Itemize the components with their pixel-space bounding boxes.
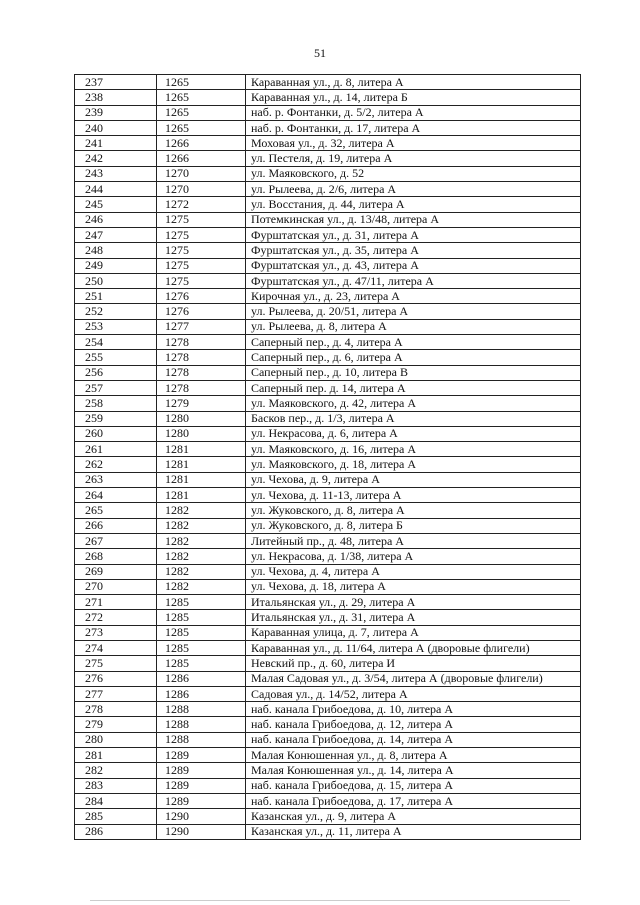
address-cell: ул. Рылеева, д. 2/6, литера А — [246, 182, 581, 197]
address-cell: Саперный пер., д. 10, литера В — [246, 365, 581, 380]
table-row — [75, 579, 581, 594]
row-number-cell: 256 — [75, 365, 157, 380]
block-number-cell: 1281 — [157, 442, 246, 457]
row-number-cell: 262 — [75, 457, 157, 472]
address-cell: Караванная улица, д. 7, литера А — [246, 625, 581, 640]
row-number-cell: 241 — [75, 136, 157, 151]
row-number-cell: 266 — [75, 518, 157, 533]
block-number-cell: 1278 — [157, 380, 246, 395]
address-cell: Потемкинская ул., д. 13/48, литера А — [246, 212, 581, 227]
table-row — [75, 166, 581, 181]
table-row — [75, 748, 581, 763]
block-number-cell: 1277 — [157, 319, 246, 334]
address-cell: Малая Конюшенная ул., д. 14, литера А — [246, 763, 581, 778]
address-cell: Фурштатская ул., д. 43, литера А — [246, 258, 581, 273]
block-number-cell: 1275 — [157, 227, 246, 242]
table-row — [75, 610, 581, 625]
address-cell: ул. Некрасова, д. 1/38, литера А — [246, 549, 581, 564]
block-number-cell: 1266 — [157, 136, 246, 151]
block-number-cell: 1285 — [157, 610, 246, 625]
table-row — [75, 518, 581, 533]
table-row — [75, 243, 581, 258]
block-number-cell: 1285 — [157, 625, 246, 640]
row-number-cell: 264 — [75, 488, 157, 503]
address-cell: наб. канала Грибоедова, д. 17, литера А — [246, 793, 581, 808]
block-number-cell: 1282 — [157, 579, 246, 594]
table-row — [75, 120, 581, 135]
row-number-cell: 249 — [75, 258, 157, 273]
row-number-cell: 285 — [75, 809, 157, 824]
row-number-cell: 253 — [75, 319, 157, 334]
address-cell: ул. Некрасова, д. 6, литера А — [246, 426, 581, 441]
row-number-cell: 277 — [75, 686, 157, 701]
table-row — [75, 212, 581, 227]
table-row — [75, 151, 581, 166]
table-row — [75, 564, 581, 579]
block-number-cell: 1285 — [157, 595, 246, 610]
table-row — [75, 182, 581, 197]
table-row — [75, 686, 581, 701]
address-cell: ул. Чехова, д. 18, литера А — [246, 579, 581, 594]
table-row — [75, 319, 581, 334]
address-cell: Саперный пер., д. 4, литера А — [246, 335, 581, 350]
row-number-cell: 281 — [75, 748, 157, 763]
address-cell: ул. Пестеля, д. 19, литера А — [246, 151, 581, 166]
address-cell: Басков пер., д. 1/3, литера А — [246, 411, 581, 426]
table-row — [75, 105, 581, 120]
address-cell: Невский пр., д. 60, литера И — [246, 656, 581, 671]
row-number-cell: 276 — [75, 671, 157, 686]
address-cell: Кирочная ул., д. 23, литера А — [246, 289, 581, 304]
row-number-cell: 272 — [75, 610, 157, 625]
address-cell: Моховая ул., д. 32, литера А — [246, 136, 581, 151]
block-number-cell: 1289 — [157, 778, 246, 793]
row-number-cell: 286 — [75, 824, 157, 839]
address-cell: ул. Жуковского, д. 8, литера Б — [246, 518, 581, 533]
block-number-cell: 1275 — [157, 212, 246, 227]
address-cell: Фурштатская ул., д. 31, литера А — [246, 227, 581, 242]
row-number-cell: 259 — [75, 411, 157, 426]
page-number: 51 — [314, 46, 326, 60]
table-row — [75, 335, 581, 350]
block-number-cell: 1279 — [157, 396, 246, 411]
block-number-cell: 1278 — [157, 365, 246, 380]
table-body — [75, 75, 581, 840]
block-number-cell: 1286 — [157, 686, 246, 701]
address-cell: Караванная ул., д. 8, литера А — [246, 75, 581, 90]
address-cell: Караванная ул., д. 14, литера Б — [246, 90, 581, 105]
row-number-cell: 280 — [75, 732, 157, 747]
address-cell: ул. Восстания, д. 44, литера А — [246, 197, 581, 212]
row-number-cell: 243 — [75, 166, 157, 181]
row-number-cell: 252 — [75, 304, 157, 319]
table-row — [75, 365, 581, 380]
row-number-cell: 278 — [75, 702, 157, 717]
table-row — [75, 227, 581, 242]
block-number-cell: 1266 — [157, 151, 246, 166]
row-number-cell: 274 — [75, 640, 157, 655]
address-cell: наб. р. Фонтанки, д. 5/2, литера А — [246, 105, 581, 120]
block-number-cell: 1289 — [157, 748, 246, 763]
address-cell: ул. Маяковского, д. 52 — [246, 166, 581, 181]
address-cell: ул. Маяковского, д. 42, литера А — [246, 396, 581, 411]
table-row — [75, 640, 581, 655]
block-number-cell: 1275 — [157, 258, 246, 273]
block-number-cell: 1270 — [157, 182, 246, 197]
address-cell: ул. Чехова, д. 4, литера А — [246, 564, 581, 579]
table-row — [75, 426, 581, 441]
row-number-cell: 260 — [75, 426, 157, 441]
row-number-cell: 282 — [75, 763, 157, 778]
address-cell: Садовая ул., д. 14/52, литера А — [246, 686, 581, 701]
block-number-cell: 1288 — [157, 717, 246, 732]
address-cell: ул. Жуковского, д. 8, литера А — [246, 503, 581, 518]
table-row — [75, 656, 581, 671]
address-cell: ул. Рылеева, д. 8, литера А — [246, 319, 581, 334]
address-cell: Литейный пр., д. 48, литера А — [246, 533, 581, 548]
table-row — [75, 457, 581, 472]
row-number-cell: 248 — [75, 243, 157, 258]
table-row — [75, 717, 581, 732]
block-number-cell: 1272 — [157, 197, 246, 212]
block-number-cell: 1282 — [157, 549, 246, 564]
table-row — [75, 411, 581, 426]
row-number-cell: 246 — [75, 212, 157, 227]
table-row — [75, 763, 581, 778]
address-cell: Малая Конюшенная ул., д. 8, литера А — [246, 748, 581, 763]
table-row — [75, 671, 581, 686]
table-row — [75, 442, 581, 457]
row-number-cell: 240 — [75, 120, 157, 135]
row-number-cell: 255 — [75, 350, 157, 365]
table-row — [75, 75, 581, 90]
block-number-cell: 1265 — [157, 120, 246, 135]
table-row — [75, 289, 581, 304]
block-number-cell: 1280 — [157, 426, 246, 441]
block-number-cell: 1285 — [157, 656, 246, 671]
block-number-cell: 1286 — [157, 671, 246, 686]
table-row — [75, 595, 581, 610]
block-number-cell: 1280 — [157, 411, 246, 426]
row-number-cell: 238 — [75, 90, 157, 105]
row-number-cell: 275 — [75, 656, 157, 671]
table-row — [75, 625, 581, 640]
block-number-cell: 1290 — [157, 824, 246, 839]
address-cell: Саперный пер. д. 14, литера А — [246, 380, 581, 395]
address-cell: ул. Чехова, д. 11-13, литера А — [246, 488, 581, 503]
block-number-cell: 1265 — [157, 105, 246, 120]
table-row — [75, 472, 581, 487]
page-bottom-edge — [90, 900, 570, 901]
row-number-cell: 237 — [75, 75, 157, 90]
block-number-cell: 1282 — [157, 564, 246, 579]
row-number-cell: 254 — [75, 335, 157, 350]
row-number-cell: 245 — [75, 197, 157, 212]
address-cell: ул. Маяковского, д. 16, литера А — [246, 442, 581, 457]
block-number-cell: 1290 — [157, 809, 246, 824]
table-row — [75, 350, 581, 365]
row-number-cell: 257 — [75, 380, 157, 395]
table-row — [75, 258, 581, 273]
table-row — [75, 304, 581, 319]
row-number-cell: 267 — [75, 533, 157, 548]
address-cell: наб. канала Грибоедова, д. 14, литера А — [246, 732, 581, 747]
block-number-cell: 1281 — [157, 472, 246, 487]
block-number-cell: 1285 — [157, 640, 246, 655]
row-number-cell: 242 — [75, 151, 157, 166]
row-number-cell: 270 — [75, 579, 157, 594]
block-number-cell: 1288 — [157, 702, 246, 717]
row-number-cell: 250 — [75, 273, 157, 288]
table-row — [75, 778, 581, 793]
address-cell: Саперный пер., д. 6, литера А — [246, 350, 581, 365]
row-number-cell: 268 — [75, 549, 157, 564]
block-number-cell: 1282 — [157, 503, 246, 518]
table-row — [75, 503, 581, 518]
block-number-cell: 1281 — [157, 488, 246, 503]
block-number-cell: 1275 — [157, 243, 246, 258]
row-number-cell: 263 — [75, 472, 157, 487]
row-number-cell: 273 — [75, 625, 157, 640]
block-number-cell: 1289 — [157, 793, 246, 808]
table-row — [75, 533, 581, 548]
table-row — [75, 488, 581, 503]
block-number-cell: 1270 — [157, 166, 246, 181]
table-row — [75, 273, 581, 288]
row-number-cell: 258 — [75, 396, 157, 411]
block-number-cell: 1265 — [157, 75, 246, 90]
table-row — [75, 732, 581, 747]
address-cell: Казанская ул., д. 9, литера А — [246, 809, 581, 824]
address-cell: Малая Садовая ул., д. 3/54, литера А (дворовые флигели) — [246, 671, 581, 686]
address-table — [74, 74, 581, 840]
address-cell: наб. канала Грибоедова, д. 12, литера А — [246, 717, 581, 732]
table-row — [75, 380, 581, 395]
row-number-cell: 269 — [75, 564, 157, 579]
table-row — [75, 90, 581, 105]
table-row — [75, 549, 581, 564]
address-cell: Фурштатская ул., д. 47/11, литера А — [246, 273, 581, 288]
address-cell: наб. канала Грибоедова, д. 15, литера А — [246, 778, 581, 793]
block-number-cell: 1278 — [157, 335, 246, 350]
row-number-cell: 265 — [75, 503, 157, 518]
address-cell: наб. р. Фонтанки, д. 17, литера А — [246, 120, 581, 135]
row-number-cell: 284 — [75, 793, 157, 808]
block-number-cell: 1288 — [157, 732, 246, 747]
block-number-cell: 1265 — [157, 90, 246, 105]
table-row — [75, 824, 581, 839]
block-number-cell: 1276 — [157, 304, 246, 319]
table-row — [75, 396, 581, 411]
row-number-cell: 244 — [75, 182, 157, 197]
table-row — [75, 702, 581, 717]
block-number-cell: 1289 — [157, 763, 246, 778]
address-cell: Караванная ул., д. 11/64, литера А (дворовые флигели) — [246, 640, 581, 655]
address-cell: Итальянская ул., д. 29, литера А — [246, 595, 581, 610]
row-number-cell: 247 — [75, 227, 157, 242]
row-number-cell: 279 — [75, 717, 157, 732]
address-cell: ул. Маяковского, д. 18, литера А — [246, 457, 581, 472]
block-number-cell: 1281 — [157, 457, 246, 472]
address-cell: Казанская ул., д. 11, литера А — [246, 824, 581, 839]
row-number-cell: 251 — [75, 289, 157, 304]
block-number-cell: 1275 — [157, 273, 246, 288]
block-number-cell: 1282 — [157, 518, 246, 533]
address-cell: Итальянская ул., д. 31, литера А — [246, 610, 581, 625]
block-number-cell: 1276 — [157, 289, 246, 304]
table-row — [75, 197, 581, 212]
address-cell: ул. Чехова, д. 9, литера А — [246, 472, 581, 487]
row-number-cell: 239 — [75, 105, 157, 120]
table-row — [75, 809, 581, 824]
address-cell: ул. Рылеева, д. 20/51, литера А — [246, 304, 581, 319]
table-row — [75, 136, 581, 151]
table-row — [75, 793, 581, 808]
row-number-cell: 271 — [75, 595, 157, 610]
block-number-cell: 1282 — [157, 533, 246, 548]
address-cell: Фурштатская ул., д. 35, литера А — [246, 243, 581, 258]
address-cell: наб. канала Грибоедова, д. 10, литера А — [246, 702, 581, 717]
row-number-cell: 261 — [75, 442, 157, 457]
block-number-cell: 1278 — [157, 350, 246, 365]
row-number-cell: 283 — [75, 778, 157, 793]
